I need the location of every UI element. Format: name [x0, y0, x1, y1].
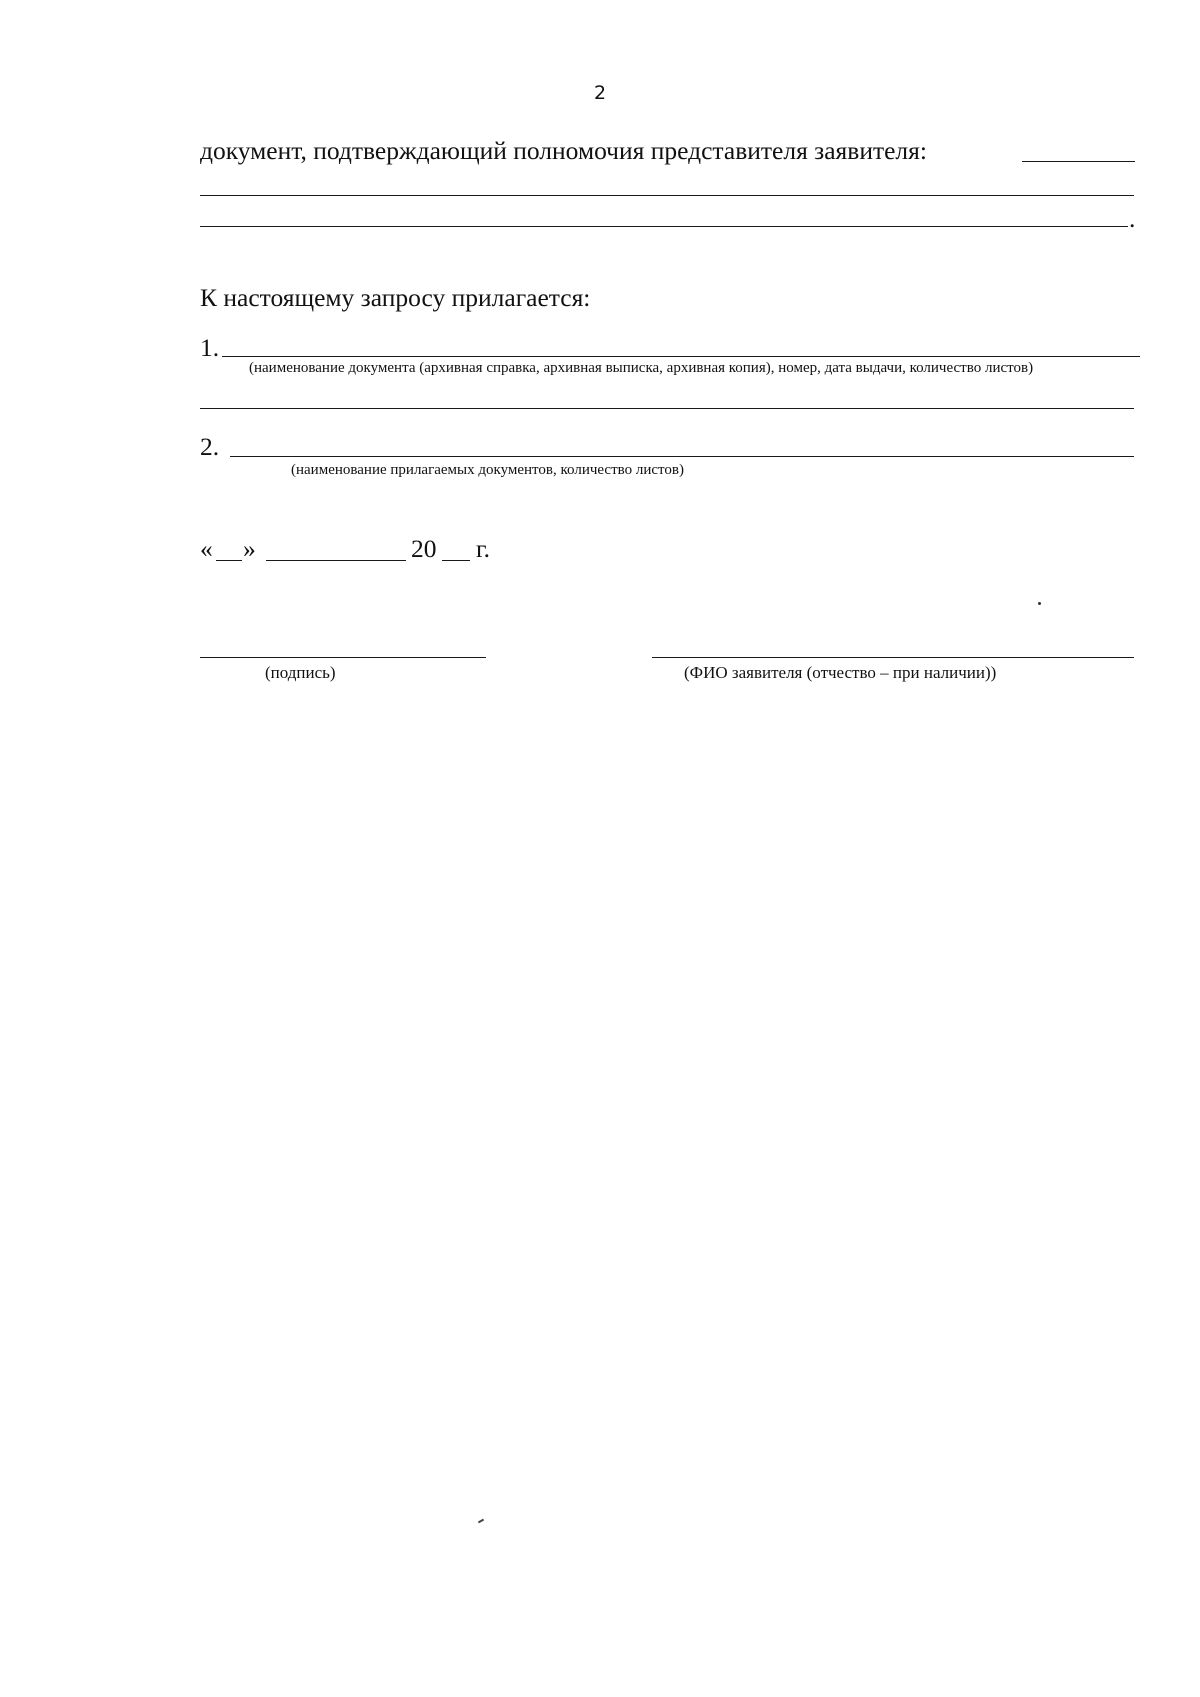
scan-speck-bottom — [478, 1519, 484, 1524]
representative-end-mark: . — [1129, 204, 1136, 233]
attachment-1-caption: (наименование документа (архивная справка, архивная выписка, архивная копия), номер, дата выдачи, количество листов) — [249, 360, 1034, 376]
representative-blank-1[interactable] — [1022, 161, 1135, 162]
date-month-blank[interactable] — [266, 560, 406, 561]
signature-blank[interactable] — [200, 657, 486, 658]
date-close-quote: » — [243, 534, 256, 563]
attachment-1-blank[interactable] — [222, 356, 1140, 357]
applicant-name-caption: (ФИО заявителя (отчество – при наличии)) — [684, 663, 997, 682]
date-day-blank[interactable] — [216, 560, 242, 561]
scan-speck — [1038, 602, 1041, 605]
date-year-prefix: 20 — [411, 534, 437, 563]
representative-blank-2[interactable] — [200, 195, 1134, 196]
representative-label: документ, подтверждающий полномочия представителя заявителя: — [200, 136, 927, 165]
page-number: 2 — [593, 82, 607, 104]
signature-caption: (подпись) — [265, 663, 336, 682]
date-open-quote: « — [200, 534, 213, 563]
date-year-blank[interactable] — [442, 560, 470, 561]
attachments-heading: К настоящему запросу прилагается: — [200, 283, 591, 312]
attachment-2-number: 2. — [200, 432, 220, 461]
date-year-suffix: г. — [476, 534, 490, 563]
attachment-1-number: 1. — [200, 333, 220, 362]
attachment-1-blank-extra[interactable] — [200, 408, 1134, 409]
representative-blank-3[interactable] — [200, 226, 1128, 227]
attachment-2-blank[interactable] — [230, 456, 1134, 457]
applicant-name-blank[interactable] — [652, 657, 1134, 658]
attachment-2-caption: (наименование прилагаемых документов, количество листов) — [291, 462, 684, 478]
